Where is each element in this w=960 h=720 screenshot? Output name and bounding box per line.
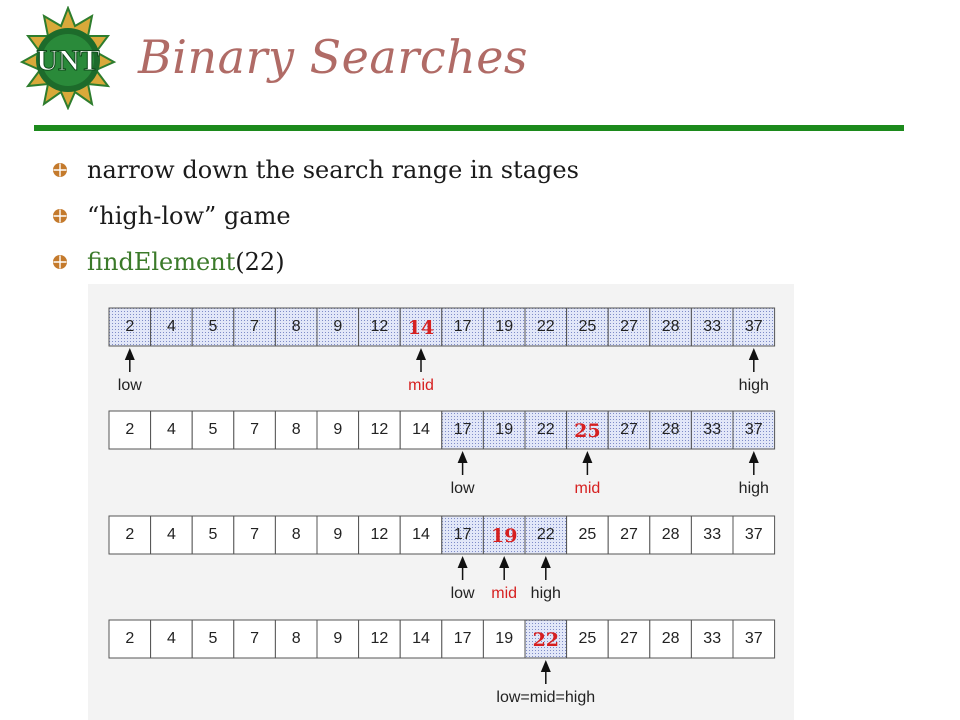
cell-value: 2 <box>125 526 135 543</box>
cell-value: 8 <box>291 630 301 647</box>
cell-value: 28 <box>661 421 680 438</box>
cell-value: 27 <box>620 526 638 543</box>
cell-value: 12 <box>370 630 389 647</box>
function-name: findElement <box>87 248 236 276</box>
cell-value: 22 <box>536 318 555 335</box>
cell-value: 14 <box>412 630 430 647</box>
cell-value: 19 <box>495 318 514 335</box>
cell-value: 22 <box>536 421 555 438</box>
cell-value: 28 <box>661 630 680 647</box>
cell-value: 33 <box>703 630 722 647</box>
cell-value: 33 <box>703 421 722 438</box>
pointer-label: low=mid=high <box>496 689 596 706</box>
slide-title: Binary Searches <box>138 30 529 84</box>
search-step <box>109 411 775 497</box>
cell-value: 37 <box>744 526 763 543</box>
pointer-label: low <box>450 585 475 602</box>
cell-value: 2 <box>125 421 135 438</box>
cell-value: 8 <box>291 526 301 543</box>
bullet-icon <box>52 254 68 270</box>
bullet-icon <box>52 208 68 224</box>
cell-value: 4 <box>166 526 176 543</box>
bullet-item <box>52 150 579 196</box>
pointer-label: high <box>530 585 561 602</box>
function-args: (22) <box>235 248 285 276</box>
pointer-label: low <box>450 480 475 497</box>
mid-value: 19 <box>490 525 518 547</box>
cell-value: 7 <box>250 421 260 438</box>
cell-value: 14 <box>412 526 430 543</box>
cell-value: 12 <box>370 526 389 543</box>
cell-value: 5 <box>208 630 218 647</box>
cell-value: 28 <box>661 318 680 335</box>
cell-value: 7 <box>250 526 260 543</box>
cell-value: 4 <box>166 318 176 335</box>
pointer-label: low <box>117 377 142 394</box>
cell-value: 4 <box>166 630 176 647</box>
cell-value: 9 <box>333 318 343 335</box>
cell-value: 9 <box>333 421 343 438</box>
cell-value: 12 <box>370 318 389 335</box>
bullet-icon <box>52 162 68 178</box>
cell-value: 5 <box>208 421 218 438</box>
cell-value: 25 <box>578 526 597 543</box>
cell-value: 27 <box>620 421 638 438</box>
cell-value: 17 <box>453 630 472 647</box>
cell-value: 17 <box>453 526 472 543</box>
cell-value: 27 <box>620 630 638 647</box>
bullet-item <box>52 242 579 288</box>
mid-value: 22 <box>532 629 560 651</box>
cell-value: 19 <box>495 421 514 438</box>
bullet-item <box>52 196 579 242</box>
bullet-text: narrow down the search range in stages <box>87 156 579 184</box>
cell-value: 33 <box>703 526 722 543</box>
search-step <box>109 516 775 602</box>
cell-value: 8 <box>291 421 301 438</box>
pointer-label: high <box>738 480 769 497</box>
cell-value: 9 <box>333 526 343 543</box>
cell-value: 12 <box>370 421 389 438</box>
cell-value: 37 <box>744 421 763 438</box>
cell-value: 9 <box>333 630 343 647</box>
cell-value: 8 <box>291 318 301 335</box>
cell-value: 25 <box>578 630 597 647</box>
cell-value: 37 <box>744 630 763 647</box>
binary-search-diagram <box>88 284 794 720</box>
search-step <box>109 620 775 706</box>
cell-value: 19 <box>495 630 514 647</box>
cell-value: 5 <box>208 318 218 335</box>
pointer-label: high <box>738 377 769 394</box>
svg-text:UNT: UNT <box>36 44 100 77</box>
pointer-label: mid <box>408 377 434 394</box>
pointer-label: mid <box>574 480 601 497</box>
cell-value: 17 <box>453 421 472 438</box>
bullet-text: “high-low” game <box>87 202 291 230</box>
cell-value: 7 <box>250 318 260 335</box>
search-step <box>109 308 775 394</box>
cell-value: 2 <box>125 318 135 335</box>
binary-search-svg <box>88 284 794 720</box>
mid-value: 14 <box>407 317 435 339</box>
cell-value: 25 <box>578 318 597 335</box>
cell-value: 4 <box>166 421 176 438</box>
cell-value: 27 <box>620 318 638 335</box>
cell-value: 7 <box>250 630 260 647</box>
unt-logo <box>12 6 124 110</box>
cell-value: 33 <box>703 318 722 335</box>
cell-value: 14 <box>412 421 430 438</box>
cell-value: 22 <box>536 526 555 543</box>
pointer-label: mid <box>491 585 518 602</box>
cell-value: 2 <box>125 630 135 647</box>
cell-value: 5 <box>208 526 218 543</box>
mid-value: 25 <box>574 420 601 442</box>
cell-value: 17 <box>453 318 472 335</box>
title-underline <box>34 125 904 131</box>
cell-value: 37 <box>744 318 763 335</box>
bullet-list <box>52 150 579 288</box>
cell-value: 28 <box>661 526 680 543</box>
